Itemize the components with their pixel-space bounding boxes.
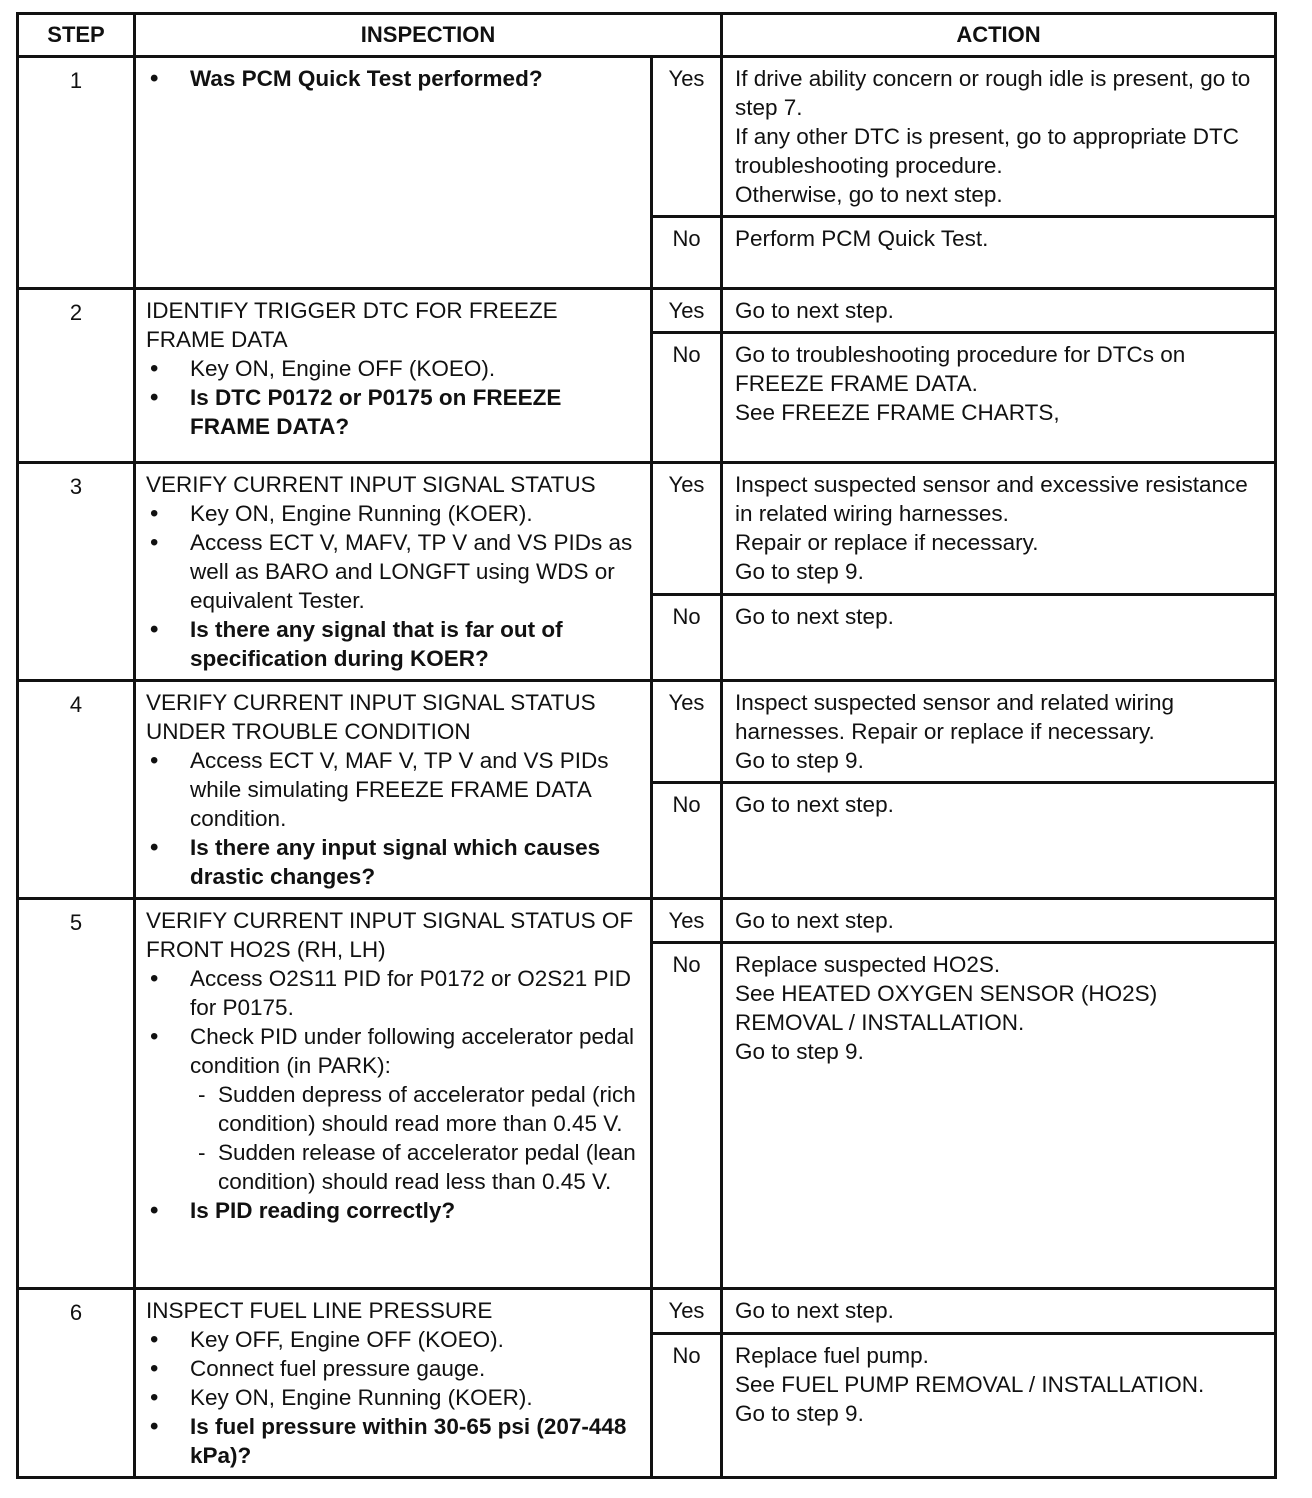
bullet-text: Was PCM Quick Test performed? — [190, 66, 543, 91]
action-line: Repair or replace if necessary. — [735, 530, 1039, 555]
action-line: Perform PCM Quick Test. — [735, 226, 989, 251]
header-row — [18, 14, 1276, 57]
bullet-text: Is fuel pressure within 30-65 psi (207-448 kPa)? — [190, 1414, 627, 1468]
action-line: Go to step 9. — [735, 748, 864, 773]
action-line: Otherwise, go to next step. — [735, 182, 1003, 207]
table-row — [18, 289, 1276, 333]
action-line: Inspect suspected sensor and related wiring harnesses. Repair or replace if necessary. — [735, 690, 1175, 744]
yes-label: Yes — [652, 289, 722, 333]
no-label: No — [652, 783, 722, 899]
inspection-bullet — [146, 1383, 642, 1412]
inspection-bullets — [146, 964, 642, 1225]
action-line: If drive ability concern or rough idle is present, go to step 7. — [735, 66, 1251, 120]
no-label: No — [652, 1334, 722, 1478]
no-action — [722, 783, 1276, 899]
inspection-question — [146, 64, 642, 93]
inspection-bullet — [146, 1354, 642, 1383]
bullet-text: Is PID reading correctly? — [190, 1198, 456, 1223]
action-line: Go to troubleshooting procedure for DTCs on FREEZE FRAME DATA. — [735, 342, 1186, 396]
no-action — [722, 333, 1276, 463]
bullet-text: Access ECT V, MAF V, TP V and VS PIDs while simulating FREEZE FRAME DATA condition. — [190, 748, 609, 831]
no-action — [722, 594, 1276, 680]
no-action — [722, 1334, 1276, 1478]
inspection-bullet — [146, 354, 642, 383]
table-row — [18, 681, 1276, 783]
yes-action — [722, 681, 1276, 783]
inspection-title: IDENTIFY TRIGGER DTC FOR FREEZE FRAME DATA — [146, 298, 558, 352]
bullet-text: Key ON, Engine OFF (KOEO). — [190, 356, 496, 381]
inspection-question — [146, 383, 642, 441]
inspection-cell — [135, 681, 652, 899]
no-label: No — [652, 333, 722, 463]
inspection-bullets — [146, 354, 642, 441]
inspection-title: VERIFY CURRENT INPUT SIGNAL STATUS OF FRONT HO2S (RH, LH) — [146, 908, 634, 962]
step-number: 3 — [18, 463, 135, 681]
action-line: Inspect suspected sensor and excessive resistance in related wiring harnesses. — [735, 472, 1248, 526]
step-number: 6 — [18, 1289, 135, 1478]
yes-label: Yes — [652, 1289, 722, 1334]
step-number: 4 — [18, 681, 135, 899]
bullet-text: Is there any input signal which causes drastic changes? — [190, 835, 601, 889]
table-row — [18, 899, 1276, 943]
action-line: Go to step 9. — [735, 1401, 864, 1427]
action-line: See HEATED OXYGEN SENSOR (HO2S) REMOVAL / INSTALLATION. — [735, 981, 1158, 1035]
yes-action — [722, 289, 1276, 333]
yes-action — [722, 1289, 1276, 1334]
header-step: STEP — [18, 14, 135, 57]
no-action — [722, 217, 1276, 289]
inspection-bullet — [146, 1022, 642, 1196]
bullet-text: Access O2S11 PID for P0172 or O2S21 PID for P0175. — [190, 966, 632, 1020]
header-action: ACTION — [722, 14, 1276, 57]
table-row — [18, 463, 1276, 595]
action-line: Go to step 9. — [735, 1039, 864, 1064]
inspection-bullet — [146, 746, 642, 833]
action-line: Go to next step. — [735, 792, 894, 817]
bullet-text: Connect fuel pressure gauge. — [190, 1356, 486, 1381]
action-line: Go to next step. — [735, 603, 894, 629]
bullet-text: Check PID under following accelerator pedal condition (in PARK): — [190, 1024, 634, 1078]
action-line: Go to step 9. — [735, 559, 864, 584]
inspection-question — [146, 1412, 642, 1470]
no-label: No — [652, 943, 722, 1289]
yes-action — [722, 899, 1276, 943]
inspection-bullets — [146, 746, 642, 891]
bullet-text: Is DTC P0172 or P0175 on FREEZE FRAME DATA? — [190, 385, 562, 439]
action-line: If any other DTC is present, go to appropriate DTC troubleshooting procedure. — [735, 124, 1239, 178]
bullet-text: Access ECT V, MAFV, TP V and VS PIDs as well as BARO and LONGFT using WDS or equivalent Tester. — [190, 530, 633, 613]
sub-bullet: - Sudden depress of accelerator pedal (rich condition) should read more than 0.45 V. — [190, 1080, 642, 1138]
diagnostic-table — [16, 12, 1277, 1479]
action-line: See FREEZE FRAME CHARTS, — [735, 400, 1060, 425]
yes-action — [722, 57, 1276, 217]
action-line: See FUEL PUMP REMOVAL / INSTALLATION. — [735, 1372, 1205, 1398]
action-line: Go to next step. — [735, 1298, 894, 1323]
bullet-text: Key ON, Engine Running (KOER). — [190, 501, 533, 526]
inspection-bullet — [146, 499, 642, 528]
yes-label: Yes — [652, 681, 722, 783]
troubleshooting-document — [16, 12, 1274, 1479]
yes-label: Yes — [652, 463, 722, 595]
inspection-bullet — [146, 964, 642, 1022]
table-row — [18, 1289, 1276, 1334]
no-action — [722, 943, 1276, 1289]
step-number: 1 — [18, 57, 135, 289]
inspection-bullets — [146, 1325, 642, 1470]
inspection-bullet — [146, 528, 642, 615]
inspection-cell — [135, 463, 652, 681]
inspection-cell — [135, 1289, 652, 1478]
bullet-text: Key ON, Engine Running (KOER). — [190, 1385, 533, 1410]
inspection-title: VERIFY CURRENT INPUT SIGNAL STATUS — [146, 472, 596, 497]
inspection-bullets — [146, 499, 642, 673]
inspection-cell — [135, 289, 652, 463]
step-number: 2 — [18, 289, 135, 463]
action-line: Replace fuel pump. — [735, 1343, 929, 1369]
inspection-question — [146, 615, 642, 673]
bullet-text: Key OFF, Engine OFF (KOEO). — [190, 1327, 504, 1352]
bullet-text: Is there any signal that is far out of specification during KOER? — [190, 617, 563, 671]
inspection-cell — [135, 57, 652, 289]
inspection-question — [146, 833, 642, 891]
no-label: No — [652, 217, 722, 289]
inspection-question — [146, 1196, 642, 1225]
inspection-bullet — [146, 1325, 642, 1354]
inspection-bullets — [146, 64, 642, 93]
step-number: 5 — [18, 899, 135, 1289]
sub-bullet: - Sudden release of accelerator pedal (lean condition) should read less than 0.45 V. — [190, 1138, 642, 1196]
table-row — [18, 57, 1276, 217]
action-line: Go to next step. — [735, 908, 894, 933]
header-inspection: INSPECTION — [135, 14, 722, 57]
action-line: Go to next step. — [735, 298, 894, 323]
inspection-title: INSPECT FUEL LINE PRESSURE — [146, 1298, 493, 1323]
yes-label: Yes — [652, 57, 722, 217]
inspection-cell — [135, 899, 652, 1289]
no-label: No — [652, 594, 722, 680]
inspection-title: VERIFY CURRENT INPUT SIGNAL STATUS UNDER TROUBLE CONDITION — [146, 690, 596, 744]
yes-label: Yes — [652, 899, 722, 943]
action-line: Replace suspected HO2S. — [735, 952, 1001, 977]
sub-bullets — [190, 1080, 642, 1196]
yes-action — [722, 463, 1276, 595]
